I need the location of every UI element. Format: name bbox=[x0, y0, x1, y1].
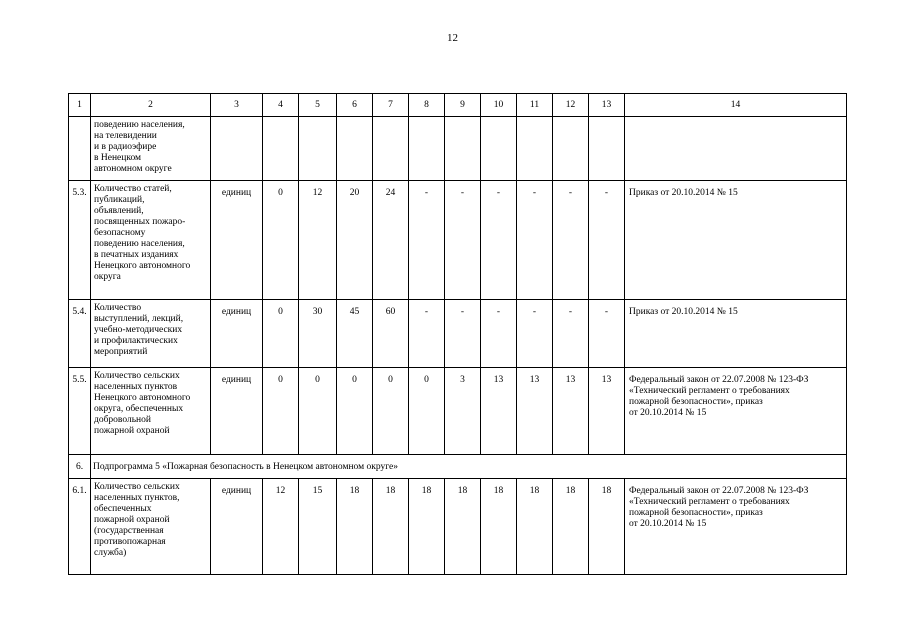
table-row bbox=[69, 368, 847, 455]
indicator-name-cell: Количество сельских населенных пунктов Ненецкого автономного округа, обеспеченных добровольной пожарной охраной bbox=[91, 368, 211, 455]
value-cell: - bbox=[517, 300, 553, 368]
value-cell: 18 bbox=[589, 479, 625, 575]
header-cell: 12 bbox=[553, 94, 589, 117]
value-cell: - bbox=[481, 300, 517, 368]
indicator-name-cell: Количество выступлений, лекций, учебно-методических и профилактических мероприятий bbox=[91, 300, 211, 368]
value-cell: - bbox=[409, 181, 445, 300]
empty-cell bbox=[625, 117, 847, 181]
empty-cell bbox=[445, 117, 481, 181]
header-cell: 6 bbox=[337, 94, 373, 117]
value-cell: 12 bbox=[263, 479, 299, 575]
empty-cell bbox=[589, 117, 625, 181]
value-cell: - bbox=[409, 300, 445, 368]
value-cell: 0 bbox=[299, 368, 337, 455]
row-number-cell: 5.4. bbox=[69, 300, 91, 368]
header-cell: 3 bbox=[211, 94, 263, 117]
unit-cell: единиц bbox=[211, 368, 263, 455]
row-number-cell: 5.3. bbox=[69, 181, 91, 300]
value-cell: 15 bbox=[299, 479, 337, 575]
value-cell: 45 bbox=[337, 300, 373, 368]
source-cell: Приказ от 20.10.2014 № 15 bbox=[625, 181, 847, 300]
source-cell: Федеральный закон от 22.07.2008 № 123-ФЗ «Технический регламент о требованиях пожарной безопасности», приказ от 20.10.2014 № 15 bbox=[625, 479, 847, 575]
value-cell: 3 bbox=[445, 368, 481, 455]
header-cell: 2 bbox=[91, 94, 211, 117]
empty-cell bbox=[517, 117, 553, 181]
value-cell: 0 bbox=[263, 300, 299, 368]
header-cell: 10 bbox=[481, 94, 517, 117]
value-cell: 13 bbox=[553, 368, 589, 455]
value-cell: 13 bbox=[517, 368, 553, 455]
value-cell: 0 bbox=[373, 368, 409, 455]
empty-cell bbox=[299, 117, 337, 181]
value-cell: 12 bbox=[299, 181, 337, 300]
value-cell: 18 bbox=[337, 479, 373, 575]
header-cell: 4 bbox=[263, 94, 299, 117]
header-cell: 13 bbox=[589, 94, 625, 117]
row-number-cell: 6.1. bbox=[69, 479, 91, 575]
source-cell: Федеральный закон от 22.07.2008 № 123-ФЗ «Технический регламент о требованиях пожарной безопасности», приказ от 20.10.2014 № 15 bbox=[625, 368, 847, 455]
value-cell: 0 bbox=[337, 368, 373, 455]
header-cell: 8 bbox=[409, 94, 445, 117]
value-cell: - bbox=[589, 181, 625, 300]
row-number-cell: 6. bbox=[69, 455, 91, 479]
page-number: 12 bbox=[447, 32, 458, 44]
value-cell: 18 bbox=[409, 479, 445, 575]
table-row bbox=[69, 181, 847, 300]
subprogram-row bbox=[69, 455, 847, 479]
header-row bbox=[69, 94, 847, 117]
value-cell: 18 bbox=[373, 479, 409, 575]
indicator-name-cell: поведению населения, на телевидении и в радиоэфире в Ненецком автономном округе bbox=[91, 117, 211, 181]
empty-cell bbox=[553, 117, 589, 181]
header-cell: 5 bbox=[299, 94, 337, 117]
value-cell: 20 bbox=[337, 181, 373, 300]
value-cell: 0 bbox=[263, 181, 299, 300]
row-number-cell: 5.5. bbox=[69, 368, 91, 455]
continuation-row bbox=[69, 117, 847, 181]
value-cell: 18 bbox=[517, 479, 553, 575]
subprogram-title: Подпрограмма 5 «Пожарная безопасность в Ненецком автономном округе» bbox=[91, 455, 847, 479]
empty-cell bbox=[337, 117, 373, 181]
empty-cell bbox=[409, 117, 445, 181]
value-cell: - bbox=[517, 181, 553, 300]
value-cell: 30 bbox=[299, 300, 337, 368]
indicator-name-cell: Количество статей, публикаций, объявлений, посвященных пожаро- безопасному поведению населения, в печатных изданиях Ненецкого автономного округа bbox=[91, 181, 211, 300]
value-cell: 24 bbox=[373, 181, 409, 300]
value-cell: - bbox=[481, 181, 517, 300]
value-cell: 60 bbox=[373, 300, 409, 368]
value-cell: 13 bbox=[589, 368, 625, 455]
table-row bbox=[69, 300, 847, 368]
value-cell: - bbox=[553, 300, 589, 368]
header-cell: 11 bbox=[517, 94, 553, 117]
value-cell: 18 bbox=[481, 479, 517, 575]
unit-cell: единиц bbox=[211, 300, 263, 368]
empty-cell bbox=[211, 117, 263, 181]
empty-cell bbox=[373, 117, 409, 181]
indicator-name-cell: Количество сельских населенных пунктов, обеспеченных пожарной охраной (государственная противопожарная служба) bbox=[91, 479, 211, 575]
indicators-table bbox=[68, 93, 847, 575]
header-cell: 1 bbox=[69, 94, 91, 117]
value-cell: 0 bbox=[263, 368, 299, 455]
source-cell: Приказ от 20.10.2014 № 15 bbox=[625, 300, 847, 368]
value-cell: 13 bbox=[481, 368, 517, 455]
value-cell: 0 bbox=[409, 368, 445, 455]
value-cell: - bbox=[553, 181, 589, 300]
empty-cell bbox=[481, 117, 517, 181]
table-row bbox=[69, 479, 847, 575]
header-cell: 7 bbox=[373, 94, 409, 117]
value-cell: - bbox=[445, 181, 481, 300]
value-cell: 18 bbox=[553, 479, 589, 575]
header-cell: 14 bbox=[625, 94, 847, 117]
header-cell: 9 bbox=[445, 94, 481, 117]
unit-cell: единиц bbox=[211, 181, 263, 300]
value-cell: 18 bbox=[445, 479, 481, 575]
unit-cell: единиц bbox=[211, 479, 263, 575]
value-cell: - bbox=[589, 300, 625, 368]
row-number-cell bbox=[69, 117, 91, 181]
empty-cell bbox=[263, 117, 299, 181]
value-cell: - bbox=[445, 300, 481, 368]
